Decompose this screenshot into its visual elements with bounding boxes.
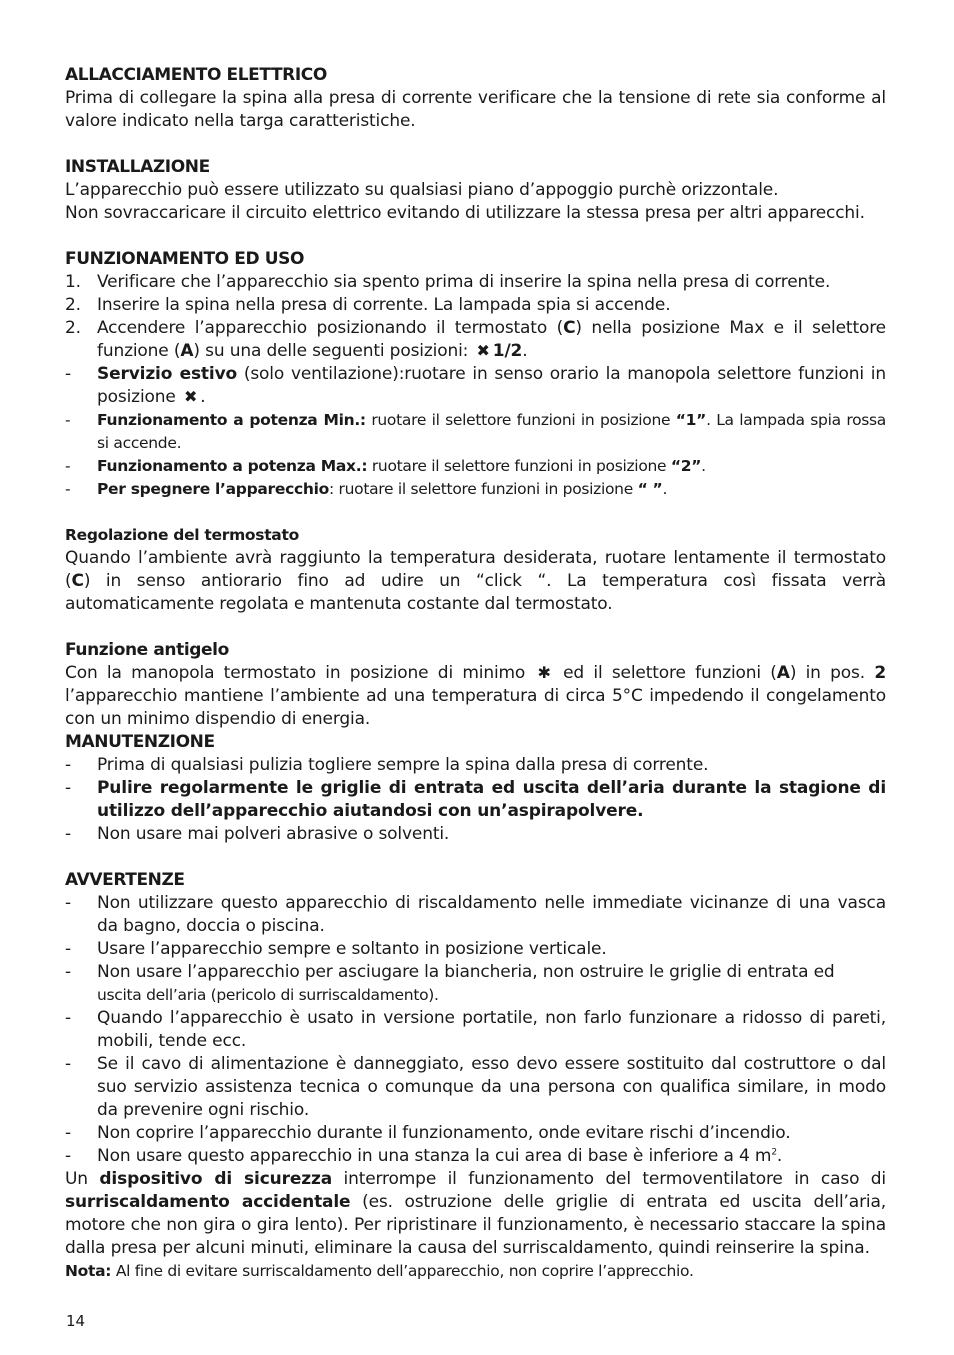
list-item: - Se il cavo di alimentazione è danneggiato, esso devo essere sostituito dal costruttore o dal suo servizio assistenza tecnica o comunque da una persona con qualifica similare, in modo da prevenire ogni rischio.: [65, 1054, 886, 1120]
section-installation: [65, 156, 886, 225]
paragraph-electrical-connection: Prima di collegare la spina alla presa di corrente verificare che la tensione di rete sia conforme al valore indicato nella targa caratteristiche.: [65, 88, 886, 131]
heading-maintenance: MANUTENZIONE: [65, 732, 215, 752]
list-item: 1. Verificare che l’apparecchio sia spento prima di inserire la spina nella presa di corrente.: [65, 272, 831, 292]
list-item: - Funzionamento a potenza Min.: ruotare il selettore funzioni in posizione “1”. La lampada spia rossa si accende.: [65, 411, 886, 452]
paragraph-installation-1: L’apparecchio può essere utilizzato su qualsiasi piano d’appoggio purchè orizzontale.: [65, 180, 779, 200]
list-item: - Per spegnere l’apparecchio: ruotare il selettore funzioni in posizione “ ”.: [65, 480, 668, 498]
list-item: 2. Inserire la spina nella presa di corrente. La lampada spia si accende.: [65, 295, 671, 315]
list-item: - Non usare mai polveri abrasive o solventi.: [65, 824, 450, 844]
fan-icon: ✖: [183, 387, 198, 406]
snowflake-icon: ✱: [537, 663, 551, 682]
list-item: - Servizio estivo (solo ventilazione):ruotare in senso orario la manopola selettore funzioni in posizione ✖ .: [65, 364, 887, 407]
heading-antifreeze: Funzione antigelo: [65, 640, 229, 660]
note: Nota: Al fine di evitare surriscaldamento dell’apparecchio, non coprire l’apprecchio.: [65, 1262, 694, 1280]
list-item: - Non usare l’apparecchio per asciugare la biancheria, non ostruire le griglie di entrata ed uscita dell’aria (pericolo di surriscaldamento).: [65, 962, 835, 1004]
section-operation: [65, 248, 886, 501]
heading-thermostat: Regolazione del termostato: [65, 526, 299, 544]
list-item: - Quando l’apparecchio è usato in versione portatile, non farlo funzionare a ridosso di pareti, mobili, tende ecc.: [65, 1008, 886, 1051]
paragraph-thermostat: Quando l’ambiente avrà raggiunto la temperatura desiderata, ruotare lentamente il termostato (C) in senso antiorario fino ad udire un “click “. La temperatura così fissata verrà automaticamente regolata e mantenuta costante dal termostato.: [65, 548, 886, 614]
fan-icon: ✖: [476, 341, 490, 360]
list-item: 2. Accendere l’apparecchio posizionando il termostato (C) nella posizione Max e il selettore funzione (A) su una delle seguenti posizioni: ✖ 1/2.: [65, 318, 886, 361]
page-number: 14: [66, 1312, 86, 1330]
section-thermostat: [65, 524, 886, 616]
section-electrical-connection: [65, 64, 886, 133]
section-maintenance: [65, 731, 886, 846]
list-item: - Non usare questo apparecchio in una stanza la cui area di base è inferiore a 4 $m^2$.: [65, 1146, 783, 1166]
section-antifreeze: [65, 639, 886, 731]
manual-page: [65, 64, 886, 1283]
paragraph-installation-2: Non sovraccaricare il circuito elettrico evitando di utilizzare la stessa presa per altri apparecchi.: [65, 203, 865, 223]
list-item: - Usare l’apparecchio sempre e soltanto in posizione verticale.: [65, 939, 607, 959]
heading-electrical-connection: ALLACCIAMENTO ELETTRICO: [65, 65, 327, 85]
list-item: - Non utilizzare questo apparecchio di riscaldamento nelle immediate vicinanze di una vasca da bagno, doccia o piscina.: [65, 893, 886, 936]
heading-operation: FUNZIONAMENTO ED USO: [65, 249, 304, 269]
list-item: - Non coprire l’apparecchio durante il funzionamento, onde evitare rischi d’incendio.: [65, 1123, 791, 1143]
heading-installation: INSTALLAZIONE: [65, 157, 210, 177]
list-item: - Prima di qualsiasi pulizia togliere sempre la spina dalla presa di corrente.: [65, 755, 709, 775]
paragraph-safety-device: Un dispositivo di sicurezza interrompe il funzionamento del termoventilatore in caso di surriscaldamento accidentale (es. ostruzione delle griglie di entrata ed uscita dell’aria, motore che non gira o gira lento). Per ripristinare il funzionamento, è necessario staccare la spina dalla presa per alcuni minuti, eliminare la causa del surriscaldamento, quindi reinserire la spina.: [65, 1169, 887, 1258]
list-item: - Funzionamento a potenza Max.: ruotare il selettore funzioni in posizione “2”.: [65, 457, 706, 475]
list-item: - Pulire regolarmente le griglie di entrata ed uscita dell’aria durante la stagione di utilizzo dell’apparecchio aiutandosi con un’aspirapolvere.: [65, 778, 886, 821]
heading-warnings: AVVERTENZE: [65, 870, 185, 890]
section-warnings: [65, 869, 886, 1283]
paragraph-antifreeze: Con la manopola termostato in posizione di minimo ✱ ed il selettore funzioni (A) in pos. 2 l’apparecchio mantiene l’ambiente ad una temperatura di circa 5°C impedendo il congelamento con un minimo dispendio di energia.: [65, 663, 886, 729]
